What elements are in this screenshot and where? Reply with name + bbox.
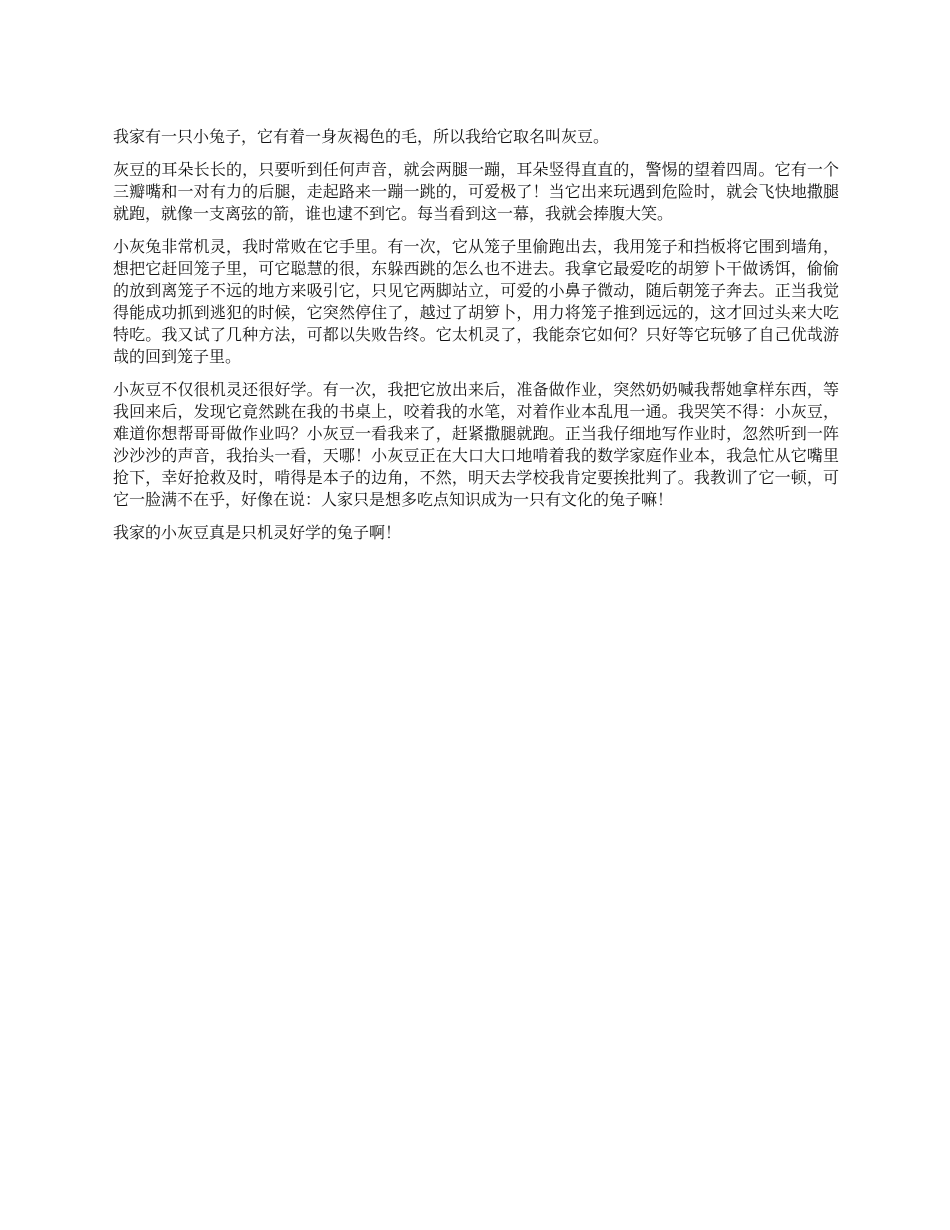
paragraph-intro: 我家有一只小兔子，它有着一身灰褐色的毛，所以我给它取名叫灰豆。 <box>113 127 610 146</box>
paragraph-conclusion: 我家的小灰豆真是只机灵好学的兔子啊！ <box>113 523 402 542</box>
paragraph-clever: 小灰兔非常机灵，我时常败在它手里。有一次，它从笼子里偷跑出去，我用笼子和挡板将它围到墙角，想把它赶回笼子里，可它聪慧的很，东躲西跳的怎么也不进去。我拿它最爱吃的胡箩卜干做诱饵，偷偷的放到离笼子不远的地方来吸引它，只见它两脚站立，可爱的小鼻子微动，随后朝笼子奔去。正当我觉得能成功抓到逃犯的时候，它突然停住了，越过了胡箩卜，用力将笼子推到远远的，这才回过头来大吃特吃。我又试了几种方法，可都以失败告终。它太机灵了，我能奈它如何？只好等它玩够了自己优哉游哉的回到笼子里。 <box>113 237 839 366</box>
paragraph-studious: 小灰豆不仅很机灵还很好学。有一次，我把它放出来后，准备做作业，突然奶奶喊我帮她拿样东西，等我回来后，发现它竟然跳在我的书桌上，咬着我的水笔，对着作业本乱甩一通。我哭笑不得：小灰豆，难道你想帮哥哥做作业吗？小灰豆一看我来了，赶紧撒腿就跑。正当我仔细地写作业时，忽然听到一阵沙沙沙的声音，我抬头一看，天哪！小灰豆正在大口大口地啃着我的数学家庭作业本，我急忙从它嘴里抢下，幸好抢救及时，啃得是本子的边角，不然，明天去学校我肯定要挨批判了。我教训了它一顿，可它一脸满不在乎，好像在说：人家只是想多吃点知识成为一只有文化的兔子嘛！ <box>113 380 839 509</box>
document-body <box>113 126 839 555</box>
paragraph-appearance: 灰豆的耳朵长长的，只要听到任何声音，就会两腿一蹦，耳朵竖得直直的，警惕的望着四周。它有一个三瓣嘴和一对有力的后腿，走起路来一蹦一跳的，可爱极了！当它出来玩遇到危险时，就会飞快地撒腿就跑，就像一支离弦的箭，谁也逮不到它。每当看到这一幕，我就会捧腹大笑。 <box>113 160 839 223</box>
